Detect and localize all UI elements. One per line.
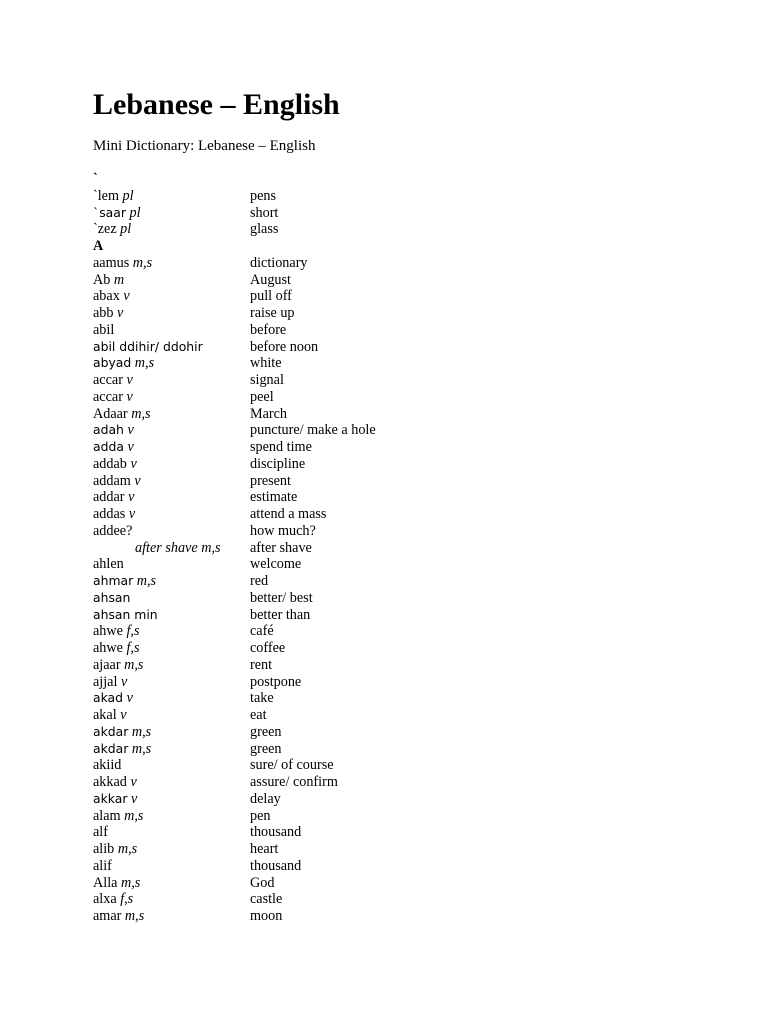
- entry-definition: rent: [250, 656, 273, 673]
- entry-definition: assure/ confirm: [250, 774, 338, 790]
- entry-grammar: v: [117, 305, 124, 321]
- entry-term: [93, 439, 134, 456]
- entry-grammar: v: [126, 388, 133, 405]
- entry-term: [93, 824, 108, 841]
- entry-grammar: v: [128, 506, 136, 522]
- entry-definition: God: [250, 874, 275, 891]
- entry-definition: before noon: [250, 338, 319, 355]
- dictionary-entry: [93, 255, 433, 272]
- entry-term: [93, 707, 127, 724]
- entry-grammar: pl: [122, 187, 134, 204]
- entry-grammar: m,s: [134, 355, 155, 372]
- entry-word: addab: [93, 455, 127, 472]
- entry-definition: August: [250, 271, 291, 288]
- dictionary-entry: [93, 221, 433, 238]
- dictionary-entry: [93, 540, 433, 557]
- entry-word: abil: [93, 321, 115, 338]
- entry-word: ahsan min: [93, 606, 158, 622]
- entry-term: [93, 791, 137, 808]
- entry-word: alib: [93, 841, 115, 857]
- entry-grammar: v: [126, 372, 133, 388]
- entry-definition: pull off: [250, 288, 292, 305]
- entry-term: [93, 288, 130, 305]
- entry-definition: peel: [250, 388, 274, 405]
- dictionary-entry: [93, 406, 433, 423]
- entry-word: Alla: [93, 874, 118, 891]
- entry-term: [93, 858, 112, 875]
- entry-term: [93, 623, 140, 640]
- dictionary-entry: [93, 724, 433, 741]
- entry-term: [93, 891, 133, 908]
- entry-term: [93, 489, 134, 506]
- entry-term: [93, 255, 152, 272]
- dictionary-entry: [93, 640, 433, 657]
- entry-definition: pen: [250, 807, 271, 824]
- entry-definition: green: [250, 723, 282, 740]
- dictionary-entry: [93, 891, 433, 908]
- entry-word: ahwe: [93, 640, 123, 656]
- entry-term: [93, 456, 137, 473]
- dictionary-entry: [93, 841, 433, 858]
- entry-term: [93, 908, 144, 925]
- entry-grammar: m,s: [124, 656, 144, 673]
- dictionary-entry: [93, 791, 433, 808]
- dictionary-entry: [93, 858, 433, 875]
- entry-term: [93, 523, 132, 540]
- entry-grammar: m,s: [124, 807, 144, 824]
- dictionary-entry: [93, 339, 433, 356]
- dictionary-entry: [93, 556, 433, 573]
- entry-grammar: v: [126, 690, 133, 707]
- dictionary-entry: [93, 355, 433, 372]
- dictionary-entry: [93, 741, 433, 758]
- entry-definition: delay: [250, 790, 281, 807]
- entry-definition: better/ best: [250, 589, 313, 606]
- entry-grammar: v: [127, 439, 134, 455]
- entry-word: abil ddihir/ ddohir: [93, 338, 203, 354]
- entry-term: [93, 339, 203, 356]
- entry-word: alam: [93, 807, 121, 824]
- entry-word: ajaar: [93, 656, 121, 673]
- entry-term: [93, 272, 124, 289]
- entry-term: [93, 875, 140, 892]
- entry-definition: eat: [250, 707, 267, 723]
- entry-definition: discipline: [250, 455, 306, 472]
- dictionary-entry: [93, 707, 433, 724]
- entry-grammar: m,s: [132, 254, 153, 271]
- dictionary-entry: [93, 205, 433, 222]
- entry-term: [93, 406, 151, 423]
- entry-definition: heart: [250, 841, 279, 857]
- entry-word: amar: [93, 908, 122, 924]
- entry-word: ahlen: [93, 556, 124, 573]
- entry-term: [93, 355, 154, 372]
- entry-grammar: v: [123, 288, 130, 305]
- entry-term: [93, 757, 121, 774]
- dictionary-entry: [93, 456, 433, 473]
- dictionary-entry: [93, 188, 433, 205]
- entry-definition: thousand: [250, 824, 302, 841]
- entry-term: [93, 640, 140, 657]
- entry-grammar: m,s: [120, 874, 141, 891]
- entry-term: [93, 221, 131, 238]
- entry-term: [93, 389, 133, 406]
- dictionary-entry: [93, 590, 433, 607]
- entry-term: [93, 741, 151, 758]
- entry-term: [93, 422, 134, 439]
- dictionary-entry: [93, 808, 433, 825]
- entry-word: ahwe: [93, 623, 123, 640]
- entry-term: [93, 573, 156, 590]
- entry-term: [93, 372, 133, 389]
- entry-word: akad: [93, 690, 124, 706]
- entry-word: akdar: [93, 740, 129, 756]
- entry-list: [93, 171, 433, 925]
- dictionary-entry: [93, 489, 433, 506]
- entry-definition: present: [250, 472, 291, 489]
- dictionary-entry: [93, 506, 433, 523]
- entry-definition: green: [250, 740, 282, 757]
- entry-grammar: m: [113, 271, 125, 288]
- entry-word: adah: [93, 422, 124, 438]
- entry-definition: take: [250, 690, 274, 707]
- page-title: Lebanese – English: [93, 88, 340, 121]
- dictionary-entry: [93, 623, 433, 640]
- entry-grammar: m,s: [124, 908, 145, 924]
- entry-grammar: m,s: [136, 573, 157, 589]
- entry-grammar: m,s: [131, 405, 151, 422]
- entry-grammar: v: [130, 790, 138, 807]
- section-heading: A: [93, 238, 104, 254]
- entry-definition: attend a mass: [250, 506, 327, 522]
- dictionary-entry: [93, 757, 433, 774]
- entry-definition: thousand: [250, 857, 302, 874]
- entry-word: akal: [93, 707, 117, 723]
- entry-grammar: pl: [129, 204, 141, 221]
- entry-word: abb: [93, 305, 114, 321]
- entry-word: ajjal: [93, 673, 118, 690]
- entry-grammar: f,s: [126, 640, 140, 656]
- entry-term: [93, 841, 137, 858]
- entry-term: [93, 607, 158, 624]
- entry-word: ahmar: [93, 573, 134, 588]
- entry-word: accar: [93, 388, 123, 405]
- dictionary-entry: [93, 908, 433, 925]
- page-subtitle: Mini Dictionary: Lebanese – English: [93, 138, 316, 154]
- entry-word: addee?: [93, 522, 133, 539]
- entry-word: addar: [93, 489, 125, 506]
- entry-term: [135, 540, 221, 557]
- entry-grammar: f,s: [120, 891, 134, 908]
- entry-grammar: m,s: [131, 723, 152, 740]
- entry-word: akkar: [93, 790, 128, 806]
- entry-term: [93, 674, 127, 691]
- entry-term: [93, 808, 143, 825]
- entry-grammar: m,s: [201, 539, 221, 556]
- entry-term: [93, 473, 141, 490]
- entry-word: accar: [93, 372, 123, 388]
- dictionary-entry: [93, 389, 433, 406]
- entry-word: `zez: [93, 221, 117, 238]
- entry-grammar: v: [130, 774, 137, 790]
- entry-definition: sure/ of course: [250, 757, 334, 774]
- entry-word: `saar: [93, 204, 126, 220]
- entry-grammar: f,s: [126, 623, 140, 640]
- entry-definition: how much?: [250, 522, 316, 539]
- entry-definition: moon: [250, 908, 283, 924]
- dictionary-entry: [93, 774, 433, 791]
- dictionary-entry: [93, 674, 433, 691]
- entry-term: [93, 506, 135, 523]
- dictionary-entry: [93, 422, 433, 439]
- entry-definition: spend time: [250, 439, 312, 455]
- entry-term: [93, 657, 143, 674]
- entry-grammar: v: [128, 489, 135, 506]
- entry-word: `lem: [93, 187, 119, 204]
- entry-word: addas: [93, 506, 126, 522]
- entry-definition: welcome: [250, 556, 302, 573]
- entry-definition: red: [250, 573, 269, 589]
- dictionary-entry: [93, 657, 433, 674]
- entry-grammar: v: [127, 422, 134, 439]
- dictionary-entry: [93, 573, 433, 590]
- entry-word: adda: [93, 439, 124, 454]
- entry-definition: glass: [250, 221, 279, 238]
- entry-term: [93, 690, 133, 707]
- entry-word: aamus: [93, 254, 130, 271]
- entry-term: [93, 724, 151, 741]
- entry-term: [93, 556, 124, 573]
- section-heading: `: [93, 171, 98, 187]
- entry-grammar: v: [120, 673, 128, 690]
- entry-definition: after shave: [250, 539, 312, 556]
- dictionary-entry: [93, 305, 433, 322]
- entry-definition: short: [250, 204, 279, 221]
- entry-grammar: pl: [120, 221, 132, 238]
- entry-definition: March: [250, 405, 288, 422]
- entry-grammar: v: [120, 707, 127, 723]
- entry-term: [93, 774, 137, 791]
- entry-definition: pens: [250, 187, 277, 204]
- entry-definition: signal: [250, 372, 284, 388]
- dictionary-entry: [93, 875, 433, 892]
- entry-definition: postpone: [250, 673, 302, 690]
- entry-grammar: m,s: [131, 740, 152, 757]
- entry-term: [93, 205, 141, 222]
- entry-word: addam: [93, 472, 131, 489]
- entry-definition: coffee: [250, 640, 286, 656]
- dictionary-entry: [93, 690, 433, 707]
- entry-word: akkad: [93, 774, 127, 790]
- dictionary-entry: [93, 523, 433, 540]
- entry-word: Adaar: [93, 405, 128, 422]
- entry-term: [93, 590, 130, 607]
- entry-definition: dictionary: [250, 254, 308, 271]
- entry-word: after shave: [135, 539, 198, 556]
- dictionary-entry: [93, 607, 433, 624]
- entry-word: akdar: [93, 723, 129, 739]
- entry-term: [93, 188, 134, 205]
- entry-definition: café: [250, 623, 274, 640]
- entry-word: ahsan: [93, 589, 131, 605]
- entry-definition: better than: [250, 606, 311, 623]
- entry-definition: puncture/ make a hole: [250, 422, 376, 439]
- dictionary-entry: [93, 473, 433, 490]
- entry-grammar: v: [134, 472, 141, 489]
- entry-term: [93, 305, 123, 322]
- entry-word: abyad: [93, 355, 132, 371]
- entry-word: abax: [93, 288, 120, 305]
- entry-word: alf: [93, 824, 108, 841]
- entry-definition: estimate: [250, 489, 298, 506]
- entry-word: alxa: [93, 891, 117, 908]
- entry-word: alif: [93, 857, 112, 874]
- entry-definition: raise up: [250, 305, 295, 321]
- dictionary-entry: [93, 824, 433, 841]
- entry-term: [93, 322, 114, 339]
- dictionary-entry: [93, 272, 433, 289]
- entry-grammar: m,s: [117, 841, 138, 857]
- entry-definition: before: [250, 321, 287, 338]
- dictionary-entry: [93, 322, 433, 339]
- entry-word: Ab: [93, 271, 111, 288]
- dictionary-entry: [93, 439, 433, 456]
- entry-definition: white: [250, 355, 282, 372]
- entry-grammar: v: [130, 455, 137, 472]
- entry-word: akiid: [93, 757, 122, 774]
- entry-definition: castle: [250, 891, 283, 908]
- dictionary-entry: [93, 372, 433, 389]
- dictionary-entry: [93, 288, 433, 305]
